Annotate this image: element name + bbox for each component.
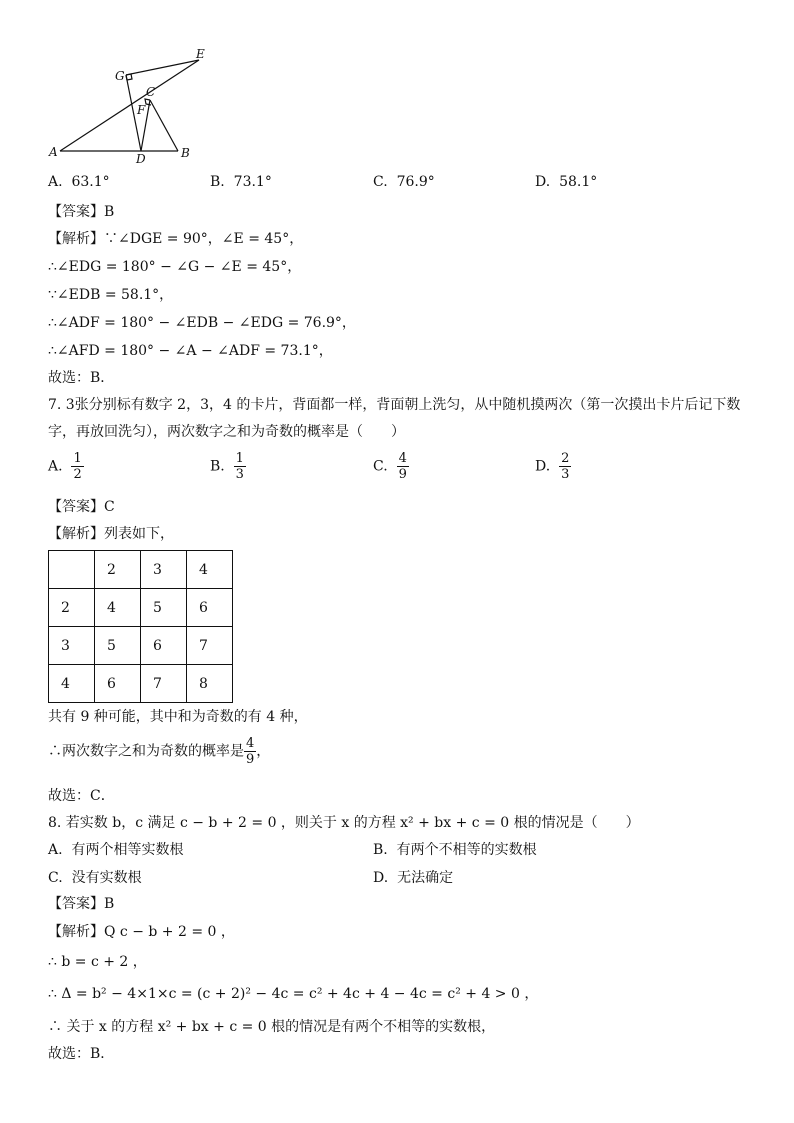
geometry-figure [40,40,220,170]
label-D: D [136,152,146,166]
q8-stem: 8. 若实数 b，c 满足 c − b + 2 = 0 ，则关于 x 的方程 x² + bx + c = 0 根的情况是（ ） [48,815,640,831]
q7-conclusion: 故选：C． [48,788,115,804]
q8-option-d: D. 无法确定 [373,870,454,886]
table-cell: 6 [141,627,187,665]
q6-analysis-line-3: ∵∠EDB = 58.1°， [48,287,174,303]
right-angle-mark-G [126,74,132,80]
q8-option-b: B. 有两个不相等的实数根 [373,842,537,858]
table-cell: 7 [141,665,187,703]
table-cell: 6 [187,589,233,627]
label-G: G [115,69,125,83]
q6-analysis-line-5: ∴∠AFD = 180° − ∠A − ∠ADF = 73.1°， [48,343,333,359]
q6-analysis-line-2: ∴∠EDG = 180° − ∠G − ∠E = 45°， [48,259,302,275]
table-cell: 8 [187,665,233,703]
table-cell: 5 [95,627,141,665]
table-cell: 5 [141,589,187,627]
q8-option-a: A. 有两个相等实数根 [48,842,184,858]
q7-option-c: C. $\frac{4}{9}$ [373,451,407,482]
table-row [49,551,233,589]
segment-CB [150,100,178,151]
q7-total: 共有 9 种可能，其中和为奇数的有 4 种， [48,709,308,725]
q8-analysis-line-1: 【解析】Q c − b + 2 = 0 ， [48,924,235,940]
q8-analysis-line-2: ∴ b = c + 2 ， [48,954,147,970]
q7-option-a: A. $\frac{1}{2}$ [48,451,82,482]
label-C: C [146,85,156,99]
q7-answer: 【答案】C [48,499,115,515]
q7-sum-table [48,550,233,703]
table-cell: 4 [49,665,95,703]
table-cell: 7 [187,627,233,665]
q6-answer: 【答案】B [48,204,115,220]
segment-AE [60,60,199,151]
table-cell: 3 [49,627,95,665]
table-cell: 3 [141,551,187,589]
q7-stem-line-2: 字，再放回洗匀），两次数字之和为奇数的概率是（ ） [48,424,405,440]
q6-analysis-line-4: ∴∠ADF = 180° − ∠EDB − ∠EDG = 76.9°， [48,315,356,331]
q8-analysis-line-3: ∴ Δ = b² − 4×1×c = (c + 2)² − 4c = c² + 4c + 4 − 4c = c² + 4 > 0 ， [48,986,539,1002]
q7-probability-line: ∴两次数字之和为奇数的概率是 $\frac{4}{9}$ ， [48,736,271,767]
q8-conclusion: 故选：B． [48,1046,115,1062]
table-row [49,627,233,665]
q7-stem-line-1: 7. 3张分别标有数字 2，3，4 的卡片，背面都一样，背面朝上洗匀，从中随机摸两次（第一次摸出卡片后记下数 [48,397,741,413]
q7-option-b: B. $\frac{1}{3}$ [210,451,244,482]
table-cell: 2 [49,589,95,627]
q8-answer: 【答案】B [48,896,115,912]
label-A: A [49,145,58,159]
table-row [49,665,233,703]
table-cell: 6 [95,665,141,703]
table-cell [49,551,95,589]
q8-analysis-line-4: ∴ 关于 x 的方程 x² + bx + c = 0 根的情况是有两个不相等的实数根， [48,1019,496,1035]
q6-analysis-line-1: 【解析】∵∠DGE = 90°，∠E = 45°， [48,231,304,247]
q7-option-d: D. $\frac{2}{3}$ [535,451,570,482]
q6-option-a: A. 63.1° [48,174,110,190]
table-row [49,589,233,627]
label-F: F [137,103,146,117]
table-cell: 2 [95,551,141,589]
q7-analysis: 【解析】列表如下， [48,526,174,542]
label-E: E [196,47,205,61]
q6-option-b: B. 73.1° [210,174,272,190]
label-B: B [181,146,190,160]
q6-conclusion: 故选：B． [48,370,115,386]
q6-option-d: D. 58.1° [535,174,598,190]
table-cell: 4 [187,551,233,589]
q8-option-c: C. 没有实数根 [48,870,142,886]
q6-option-c: C. 76.9° [373,174,435,190]
table-cell: 4 [95,589,141,627]
